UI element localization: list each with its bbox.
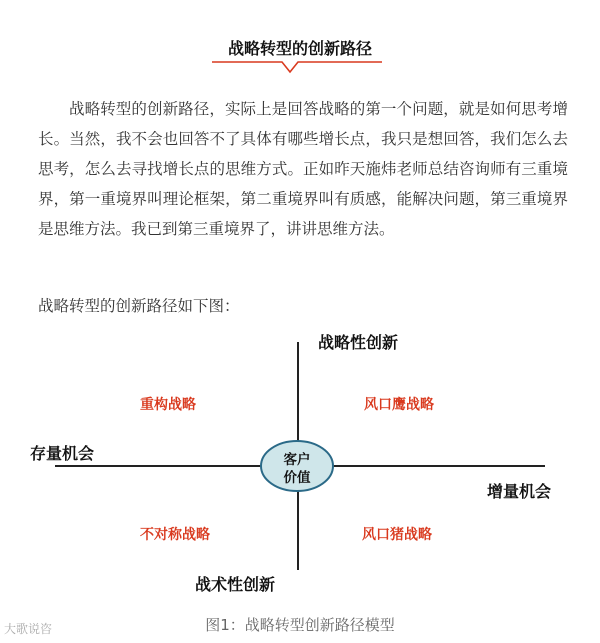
center-label-line1: 客户 (283, 452, 311, 468)
figure-caption: 图1：战略转型创新路径模型 (205, 616, 395, 634)
center-label-line2: 价值 (283, 470, 311, 486)
article-paragraph: 战略转型的创新路径，实际上是回答战略的第一个问题，就是如何思考增长。当然，我不会也回答不了具体有哪些增长点，我只是想回答，我们怎么去思考，怎么去寻找增长点的思维方式。正如昨天施炜老师总结咨询师有三重境界，第一重境界叫理论框架，第二重境界叫有质感，能解决问题，第三重境界是思维方法。我已到第三重境界了，讲讲思维方法。 (38, 100, 568, 238)
axis-top-label: 战略性创新 (318, 333, 399, 352)
quadrant-bottom-left: 不对称战略 (140, 527, 210, 543)
title-block (0, 0, 600, 80)
center-label (262, 451, 332, 487)
quadrant-top-left: 重构战略 (140, 397, 196, 413)
watermark: 大歌说咨 (4, 622, 53, 636)
axis-right-label: 增量机会 (487, 482, 552, 501)
quadrant-top-right: 风口鹰战略 (364, 397, 434, 413)
strategy-diagram (0, 320, 600, 610)
article-title: 战略转型的创新路径 (227, 39, 372, 58)
diagram-intro: 战略转型的创新路径如下图： (38, 297, 240, 315)
axis-bottom-label: 战术性创新 (195, 575, 276, 594)
axis-left-label: 存量机会 (30, 444, 95, 463)
quadrant-bottom-right: 风口猪战略 (362, 527, 432, 543)
